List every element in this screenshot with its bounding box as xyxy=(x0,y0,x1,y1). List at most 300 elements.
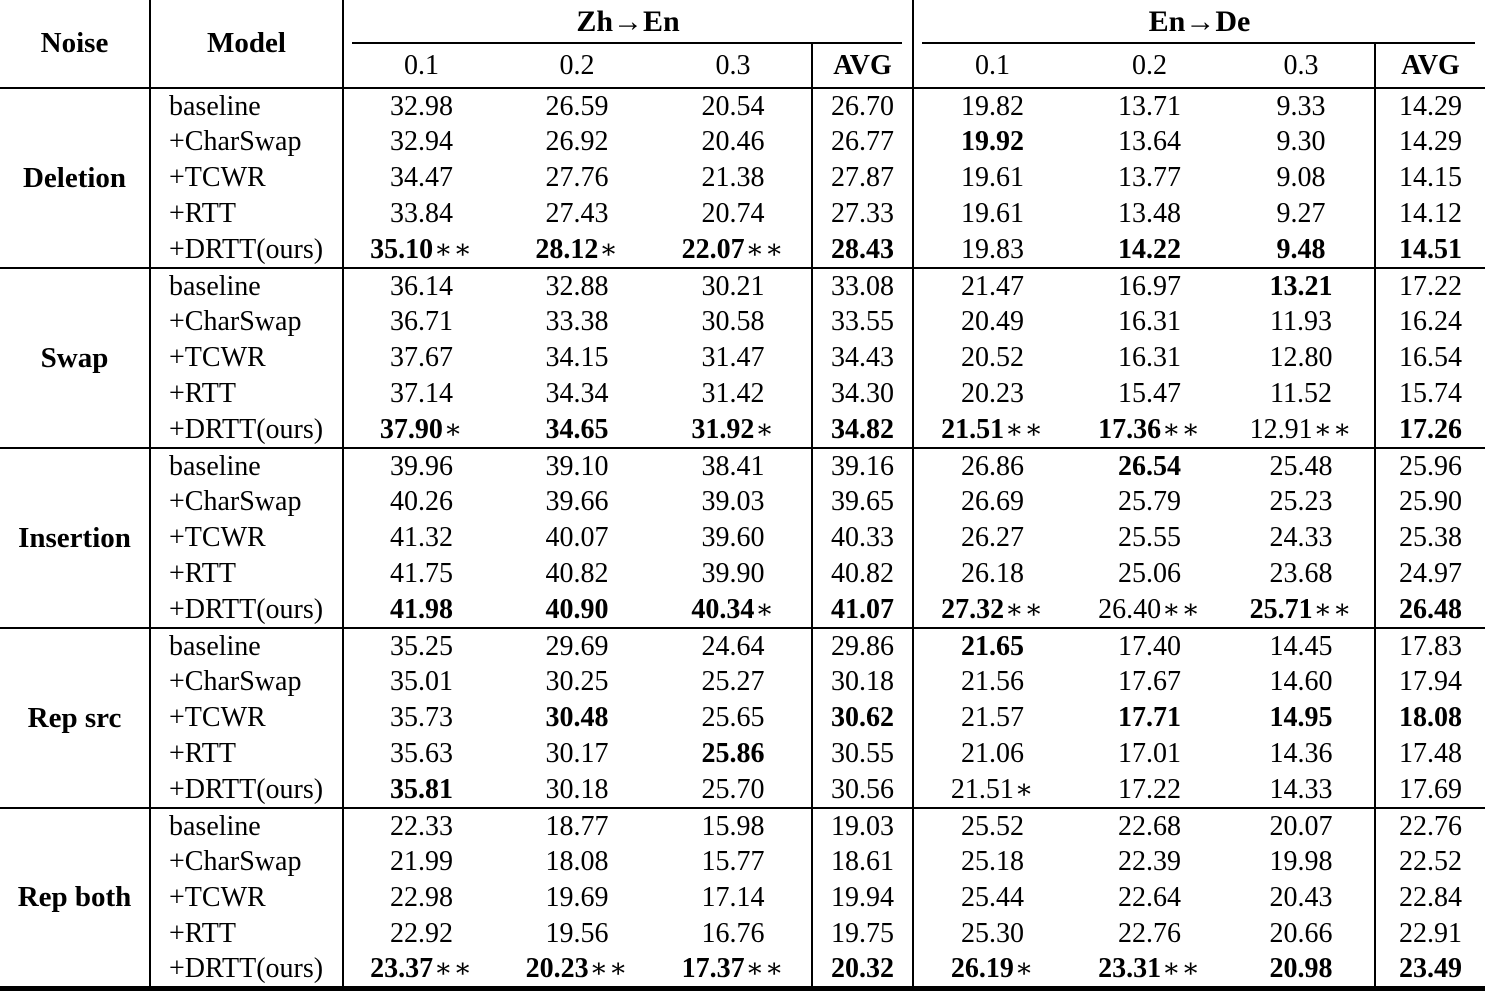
significance-stars: ∗∗ xyxy=(434,233,473,264)
cell-rep-both-drtt-ours-zh-0.2 xyxy=(499,952,655,988)
score-value: 17.40 xyxy=(1118,630,1182,662)
cell-rep-src-rtt-zh-0.1 xyxy=(343,736,499,772)
score-value: 12.80 xyxy=(1269,342,1333,373)
cell-deletion-charswap-en-0.2 xyxy=(1071,124,1228,160)
cell-deletion-baseline-zh-0.3 xyxy=(655,88,812,124)
score-value: 21.51 xyxy=(941,413,1005,445)
score-value: 17.67 xyxy=(1118,666,1182,697)
score-value: 39.66 xyxy=(545,486,609,517)
score-value: 34.15 xyxy=(545,342,609,373)
column-header-en-0.1: 0.1 xyxy=(913,44,1071,88)
cell-insertion-rtt-en-0.2 xyxy=(1071,556,1228,592)
significance-stars: ∗∗ xyxy=(1162,593,1201,624)
score-value: 30.58 xyxy=(701,306,765,337)
model-label-swap-charswap: +CharSwap xyxy=(150,304,343,340)
score-value: 14.15 xyxy=(1399,162,1463,193)
cell-deletion-drtt-ours-en-0.2 xyxy=(1071,232,1228,268)
table-row xyxy=(0,412,1485,448)
cell-rep-src-tcwr-en-avg xyxy=(1375,700,1485,736)
cell-deletion-rtt-en-0.1 xyxy=(913,196,1071,232)
score-value: 39.65 xyxy=(831,486,894,517)
cell-rep-both-baseline-en-0.3 xyxy=(1228,808,1375,844)
score-value: 20.23 xyxy=(525,952,589,984)
score-value: 9.27 xyxy=(1276,198,1326,229)
table-row xyxy=(0,520,1485,556)
cell-insertion-baseline-zh-0.2 xyxy=(499,448,655,484)
cell-deletion-tcwr-en-0.2 xyxy=(1071,160,1228,196)
score-value: 17.48 xyxy=(1399,738,1463,769)
cell-rep-both-charswap-zh-0.1 xyxy=(343,844,499,880)
model-label-rep-src-rtt: +RTT xyxy=(150,736,343,772)
cell-deletion-rtt-zh-0.2 xyxy=(499,196,655,232)
score-value: 21.06 xyxy=(961,738,1025,769)
cell-rep-both-drtt-ours-en-0.3 xyxy=(1228,952,1375,988)
score-value: 30.17 xyxy=(545,738,609,769)
score-value: 40.07 xyxy=(545,522,609,553)
score-value: 20.23 xyxy=(961,378,1025,409)
cell-insertion-charswap-en-0.1 xyxy=(913,484,1071,520)
noise-label-deletion: Deletion xyxy=(0,88,150,268)
cell-insertion-rtt-zh-0.1 xyxy=(343,556,499,592)
score-value: 33.08 xyxy=(831,270,894,302)
cell-rep-both-tcwr-zh-avg xyxy=(812,880,913,916)
table-row xyxy=(0,232,1485,268)
cell-insertion-tcwr-zh-0.1 xyxy=(343,520,499,556)
significance-stars: ∗ xyxy=(755,593,775,624)
score-value: 25.23 xyxy=(1269,486,1333,517)
cell-rep-both-drtt-ours-zh-0.1 xyxy=(343,952,499,988)
score-value: 24.33 xyxy=(1269,522,1333,553)
cell-swap-rtt-zh-0.1 xyxy=(343,376,499,412)
score-value: 14.12 xyxy=(1399,198,1463,229)
table-row xyxy=(0,772,1485,808)
score-value: 22.64 xyxy=(1118,882,1182,913)
score-value: 40.34 xyxy=(691,593,755,625)
cell-deletion-drtt-ours-zh-0.3 xyxy=(655,232,812,268)
significance-stars: ∗ xyxy=(1014,773,1035,804)
cell-deletion-baseline-zh-0.1 xyxy=(343,88,499,124)
table-row xyxy=(0,700,1485,736)
score-value: 38.41 xyxy=(701,450,765,482)
cell-rep-both-baseline-en-avg xyxy=(1375,808,1485,844)
cell-rep-src-rtt-en-avg xyxy=(1375,736,1485,772)
score-value: 18.77 xyxy=(545,810,609,842)
cell-swap-drtt-ours-en-0.2 xyxy=(1071,412,1228,448)
column-header-zh-0.3: 0.3 xyxy=(655,44,812,88)
score-value: 36.71 xyxy=(390,306,453,337)
score-value: 26.59 xyxy=(545,90,609,122)
score-value: 34.65 xyxy=(545,413,609,445)
score-value: 34.30 xyxy=(831,378,894,409)
score-value: 21.65 xyxy=(961,630,1025,662)
cell-swap-charswap-zh-0.2 xyxy=(499,304,655,340)
cell-insertion-tcwr-en-avg xyxy=(1375,520,1485,556)
noise-label-rep-both: Rep both xyxy=(0,808,150,988)
score-value: 39.16 xyxy=(831,450,894,482)
score-value: 41.75 xyxy=(390,558,453,589)
score-value: 14.29 xyxy=(1399,90,1463,122)
score-value: 39.96 xyxy=(390,450,453,482)
score-value: 32.98 xyxy=(390,90,453,122)
cell-swap-tcwr-zh-0.3 xyxy=(655,340,812,376)
cell-rep-both-drtt-ours-en-avg xyxy=(1375,952,1485,988)
cell-swap-drtt-ours-zh-0.3 xyxy=(655,412,812,448)
score-value: 37.90 xyxy=(379,413,443,445)
cell-swap-rtt-en-0.1 xyxy=(913,376,1071,412)
significance-stars: ∗ xyxy=(443,413,464,444)
column-header-zh-avg: AVG xyxy=(812,44,913,88)
score-value: 17.83 xyxy=(1399,630,1463,662)
cell-deletion-tcwr-en-0.3 xyxy=(1228,160,1375,196)
score-value: 19.92 xyxy=(961,126,1025,157)
score-value: 34.34 xyxy=(545,378,609,409)
score-value: 30.25 xyxy=(545,666,609,697)
score-value: 41.98 xyxy=(390,593,453,625)
score-value: 30.55 xyxy=(831,738,894,769)
score-value: 40.33 xyxy=(831,522,894,553)
significance-stars: ∗∗ xyxy=(434,952,473,983)
cell-insertion-charswap-zh-0.2 xyxy=(499,484,655,520)
cell-rep-both-tcwr-en-0.3 xyxy=(1228,880,1375,916)
model-label-rep-src-drtt-ours: +DRTT(ours) xyxy=(150,772,343,808)
cell-rep-both-rtt-en-0.3 xyxy=(1228,916,1375,952)
model-label-rep-both-baseline: baseline xyxy=(150,808,343,844)
score-value: 22.91 xyxy=(1399,918,1463,949)
cell-rep-both-tcwr-en-avg xyxy=(1375,880,1485,916)
score-value: 18.61 xyxy=(831,846,894,877)
cell-deletion-tcwr-zh-0.1 xyxy=(343,160,499,196)
cell-rep-both-charswap-en-0.1 xyxy=(913,844,1071,880)
score-value: 22.39 xyxy=(1118,846,1182,877)
score-value: 16.31 xyxy=(1118,306,1182,337)
cell-deletion-charswap-en-0.1 xyxy=(913,124,1071,160)
score-value: 20.66 xyxy=(1269,918,1333,949)
score-value: 28.12 xyxy=(535,233,599,265)
table-row xyxy=(0,844,1485,880)
table-row xyxy=(0,448,1485,484)
significance-stars: ∗ xyxy=(599,233,619,264)
model-label-rep-src-charswap: +CharSwap xyxy=(150,664,343,700)
significance-stars: ∗∗ xyxy=(1005,593,1044,624)
cell-rep-both-tcwr-en-0.1 xyxy=(913,880,1071,916)
score-value: 21.57 xyxy=(961,702,1025,733)
cell-deletion-baseline-zh-0.2 xyxy=(499,88,655,124)
significance-stars: ∗∗ xyxy=(1313,593,1353,624)
table-row xyxy=(0,556,1485,592)
column-group-zh-en: Zh→En xyxy=(343,0,913,44)
score-value: 31.92 xyxy=(691,413,755,445)
cell-rep-src-charswap-zh-0.1 xyxy=(343,664,499,700)
score-value: 20.32 xyxy=(831,952,894,984)
cell-deletion-drtt-ours-en-0.1 xyxy=(913,232,1071,268)
cell-rep-src-drtt-ours-en-avg xyxy=(1375,772,1485,808)
cell-rep-both-baseline-en-0.2 xyxy=(1071,808,1228,844)
cell-rep-src-drtt-ours-en-0.1 xyxy=(913,772,1071,808)
cell-swap-baseline-en-0.2 xyxy=(1071,268,1228,304)
score-value: 14.51 xyxy=(1399,233,1463,265)
score-value: 19.69 xyxy=(545,882,609,913)
cell-swap-tcwr-en-0.1 xyxy=(913,340,1071,376)
score-value: 13.64 xyxy=(1118,126,1182,157)
cell-swap-charswap-en-0.1 xyxy=(913,304,1071,340)
cell-swap-drtt-ours-zh-0.1 xyxy=(343,412,499,448)
cell-insertion-charswap-zh-avg xyxy=(812,484,913,520)
score-value: 22.76 xyxy=(1118,918,1182,949)
score-value: 25.06 xyxy=(1118,558,1182,589)
score-value: 40.26 xyxy=(390,486,453,517)
cell-rep-src-tcwr-zh-avg xyxy=(812,700,913,736)
cell-swap-charswap-zh-0.3 xyxy=(655,304,812,340)
cell-swap-rtt-zh-avg xyxy=(812,376,913,412)
score-value: 9.08 xyxy=(1276,162,1326,193)
score-value: 30.62 xyxy=(831,702,894,733)
score-value: 41.32 xyxy=(390,522,453,553)
cell-rep-both-drtt-ours-en-0.1 xyxy=(913,952,1071,988)
cell-rep-src-baseline-en-0.1 xyxy=(913,628,1071,664)
score-value: 25.55 xyxy=(1118,522,1182,553)
column-header-zh-0.1: 0.1 xyxy=(343,44,499,88)
cell-deletion-tcwr-en-avg xyxy=(1375,160,1485,196)
score-value: 23.49 xyxy=(1399,952,1463,984)
score-value: 30.21 xyxy=(701,270,765,302)
score-value: 14.60 xyxy=(1269,666,1333,697)
cell-insertion-charswap-en-0.3 xyxy=(1228,484,1375,520)
score-value: 11.52 xyxy=(1270,378,1332,409)
cell-rep-both-tcwr-zh-0.2 xyxy=(499,880,655,916)
cell-rep-src-rtt-en-0.2 xyxy=(1071,736,1228,772)
model-label-insertion-charswap: +CharSwap xyxy=(150,484,343,520)
model-label-deletion-baseline: baseline xyxy=(150,88,343,124)
cell-rep-src-baseline-zh-avg xyxy=(812,628,913,664)
score-value: 22.76 xyxy=(1399,810,1463,842)
cell-deletion-baseline-en-0.1 xyxy=(913,88,1071,124)
score-value: 25.96 xyxy=(1399,450,1463,482)
cell-insertion-charswap-en-0.2 xyxy=(1071,484,1228,520)
score-value: 34.47 xyxy=(390,162,453,193)
score-value: 30.56 xyxy=(831,773,894,805)
cell-insertion-rtt-en-avg xyxy=(1375,556,1485,592)
score-value: 29.86 xyxy=(831,630,894,662)
column-header-en-0.2: 0.2 xyxy=(1071,44,1228,88)
cell-insertion-baseline-en-avg xyxy=(1375,448,1485,484)
table-row xyxy=(0,304,1485,340)
significance-stars: ∗∗ xyxy=(1162,413,1201,444)
cell-swap-drtt-ours-en-0.1 xyxy=(913,412,1071,448)
score-value: 20.98 xyxy=(1269,952,1333,984)
score-value: 17.14 xyxy=(701,882,765,913)
cell-rep-src-drtt-ours-zh-0.1 xyxy=(343,772,499,808)
cell-insertion-drtt-ours-en-avg xyxy=(1375,592,1485,628)
score-value: 12.91 xyxy=(1249,413,1313,445)
score-value: 25.18 xyxy=(961,846,1025,877)
table-row xyxy=(0,628,1485,664)
score-value: 9.33 xyxy=(1276,90,1326,122)
cell-deletion-baseline-en-0.3 xyxy=(1228,88,1375,124)
cell-rep-both-tcwr-zh-0.1 xyxy=(343,880,499,916)
score-value: 34.82 xyxy=(831,413,894,445)
significance-stars: ∗∗ xyxy=(589,952,629,983)
cell-swap-baseline-zh-0.3 xyxy=(655,268,812,304)
score-value: 41.07 xyxy=(831,593,894,625)
score-value: 16.76 xyxy=(701,918,765,949)
model-label-deletion-drtt-ours: +DRTT(ours) xyxy=(150,232,343,268)
score-value: 17.71 xyxy=(1118,702,1182,733)
score-value: 19.75 xyxy=(831,918,894,949)
score-value: 17.69 xyxy=(1399,773,1463,805)
cell-deletion-rtt-en-0.3 xyxy=(1228,196,1375,232)
table-row xyxy=(0,376,1485,412)
cell-swap-baseline-en-avg xyxy=(1375,268,1485,304)
cell-rep-src-tcwr-en-0.1 xyxy=(913,700,1071,736)
score-value: 19.61 xyxy=(961,198,1025,229)
score-value: 25.71 xyxy=(1249,593,1313,625)
score-value: 16.24 xyxy=(1399,306,1463,337)
cell-swap-rtt-en-0.2 xyxy=(1071,376,1228,412)
table-row xyxy=(0,664,1485,700)
column-header-en-0.3: 0.3 xyxy=(1228,44,1375,88)
cell-swap-charswap-zh-0.1 xyxy=(343,304,499,340)
cell-insertion-baseline-zh-avg xyxy=(812,448,913,484)
cell-rep-src-charswap-en-avg xyxy=(1375,664,1485,700)
cell-rep-src-tcwr-zh-0.1 xyxy=(343,700,499,736)
score-value: 20.74 xyxy=(701,198,765,229)
noise-label-swap: Swap xyxy=(0,268,150,448)
cell-swap-baseline-zh-avg xyxy=(812,268,913,304)
cell-rep-src-charswap-en-0.1 xyxy=(913,664,1071,700)
score-value: 31.42 xyxy=(701,378,765,409)
cell-deletion-drtt-ours-zh-0.1 xyxy=(343,232,499,268)
score-value: 13.71 xyxy=(1118,90,1182,122)
score-value: 15.47 xyxy=(1118,378,1182,409)
model-label-swap-drtt-ours: +DRTT(ours) xyxy=(150,412,343,448)
score-value: 14.36 xyxy=(1269,738,1333,769)
cell-rep-src-tcwr-zh-0.2 xyxy=(499,700,655,736)
score-value: 22.68 xyxy=(1118,810,1182,842)
score-value: 26.27 xyxy=(961,522,1025,553)
cell-rep-both-drtt-ours-en-0.2 xyxy=(1071,952,1228,988)
cell-rep-src-rtt-zh-0.2 xyxy=(499,736,655,772)
score-value: 15.74 xyxy=(1399,378,1463,409)
cell-deletion-rtt-zh-0.1 xyxy=(343,196,499,232)
noise-label-insertion: Insertion xyxy=(0,448,150,628)
cell-deletion-tcwr-en-0.1 xyxy=(913,160,1071,196)
cell-rep-src-baseline-zh-0.2 xyxy=(499,628,655,664)
score-value: 18.08 xyxy=(545,846,609,877)
significance-stars: ∗ xyxy=(755,413,775,444)
score-value: 14.95 xyxy=(1269,702,1333,733)
score-value: 32.88 xyxy=(545,270,609,302)
score-value: 26.92 xyxy=(545,126,609,157)
model-label-deletion-rtt: +RTT xyxy=(150,196,343,232)
cell-rep-src-baseline-en-0.2 xyxy=(1071,628,1228,664)
score-value: 27.33 xyxy=(831,198,894,229)
cell-rep-src-charswap-zh-0.3 xyxy=(655,664,812,700)
cell-deletion-drtt-ours-en-0.3 xyxy=(1228,232,1375,268)
significance-stars: ∗∗ xyxy=(745,233,785,264)
score-value: 14.45 xyxy=(1269,630,1333,662)
score-value: 34.43 xyxy=(831,342,894,373)
cell-swap-rtt-en-0.3 xyxy=(1228,376,1375,412)
model-label-swap-tcwr: +TCWR xyxy=(150,340,343,376)
cell-rep-src-drtt-ours-en-0.2 xyxy=(1071,772,1228,808)
score-value: 17.22 xyxy=(1399,270,1463,302)
cell-swap-tcwr-en-avg xyxy=(1375,340,1485,376)
cell-insertion-rtt-zh-0.2 xyxy=(499,556,655,592)
cell-deletion-drtt-ours-zh-avg xyxy=(812,232,913,268)
cell-rep-both-charswap-en-0.3 xyxy=(1228,844,1375,880)
score-value: 22.84 xyxy=(1399,882,1463,913)
cell-insertion-charswap-en-avg xyxy=(1375,484,1485,520)
cell-rep-src-charswap-en-0.3 xyxy=(1228,664,1375,700)
cell-rep-src-drtt-ours-en-0.3 xyxy=(1228,772,1375,808)
cell-insertion-baseline-en-0.2 xyxy=(1071,448,1228,484)
cell-rep-both-rtt-en-0.1 xyxy=(913,916,1071,952)
score-value: 25.90 xyxy=(1399,486,1463,517)
cell-rep-both-baseline-zh-0.1 xyxy=(343,808,499,844)
cell-rep-src-drtt-ours-zh-0.3 xyxy=(655,772,812,808)
score-value: 17.37 xyxy=(681,952,745,984)
cell-insertion-baseline-zh-0.3 xyxy=(655,448,812,484)
cell-swap-baseline-en-0.3 xyxy=(1228,268,1375,304)
model-label-rep-src-baseline: baseline xyxy=(150,628,343,664)
score-value: 17.26 xyxy=(1399,413,1463,445)
cell-insertion-drtt-ours-zh-0.2 xyxy=(499,592,655,628)
table-row xyxy=(0,88,1485,124)
score-value: 30.48 xyxy=(545,702,609,733)
table-row xyxy=(0,124,1485,160)
score-value: 20.43 xyxy=(1269,882,1333,913)
cell-rep-both-charswap-zh-avg xyxy=(812,844,913,880)
score-value: 19.56 xyxy=(545,918,609,949)
column-header-noise: Noise xyxy=(0,0,150,88)
table-row xyxy=(0,592,1485,628)
cell-rep-src-baseline-en-avg xyxy=(1375,628,1485,664)
score-value: 21.47 xyxy=(961,270,1025,302)
cell-rep-src-rtt-en-0.3 xyxy=(1228,736,1375,772)
score-value: 27.76 xyxy=(545,162,609,193)
cell-insertion-tcwr-zh-0.2 xyxy=(499,520,655,556)
score-value: 13.21 xyxy=(1269,270,1333,302)
score-value: 25.48 xyxy=(1269,450,1333,482)
cell-insertion-tcwr-en-0.2 xyxy=(1071,520,1228,556)
score-value: 15.98 xyxy=(701,810,765,842)
cell-rep-both-rtt-en-avg xyxy=(1375,916,1485,952)
score-value: 19.98 xyxy=(1269,846,1333,877)
cell-rep-both-rtt-zh-0.3 xyxy=(655,916,812,952)
score-value: 9.30 xyxy=(1276,126,1326,157)
score-value: 25.52 xyxy=(961,810,1025,842)
score-value: 36.14 xyxy=(390,270,453,302)
group-header-row xyxy=(0,0,1485,44)
score-value: 32.94 xyxy=(390,126,453,157)
score-value: 20.49 xyxy=(961,306,1025,337)
score-value: 37.14 xyxy=(390,378,453,409)
score-value: 29.69 xyxy=(545,630,609,662)
score-value: 25.70 xyxy=(701,773,765,805)
score-value: 21.56 xyxy=(961,666,1025,697)
table-header xyxy=(0,0,1485,88)
cell-rep-src-drtt-ours-zh-avg xyxy=(812,772,913,808)
score-value: 35.25 xyxy=(390,630,453,662)
column-header-zh-0.2: 0.2 xyxy=(499,44,655,88)
score-value: 35.81 xyxy=(390,773,453,805)
score-value: 33.55 xyxy=(831,306,894,337)
cell-rep-both-drtt-ours-zh-avg xyxy=(812,952,913,988)
score-value: 19.82 xyxy=(961,90,1025,122)
cell-insertion-rtt-zh-avg xyxy=(812,556,913,592)
cell-swap-tcwr-zh-0.1 xyxy=(343,340,499,376)
cell-deletion-rtt-zh-avg xyxy=(812,196,913,232)
